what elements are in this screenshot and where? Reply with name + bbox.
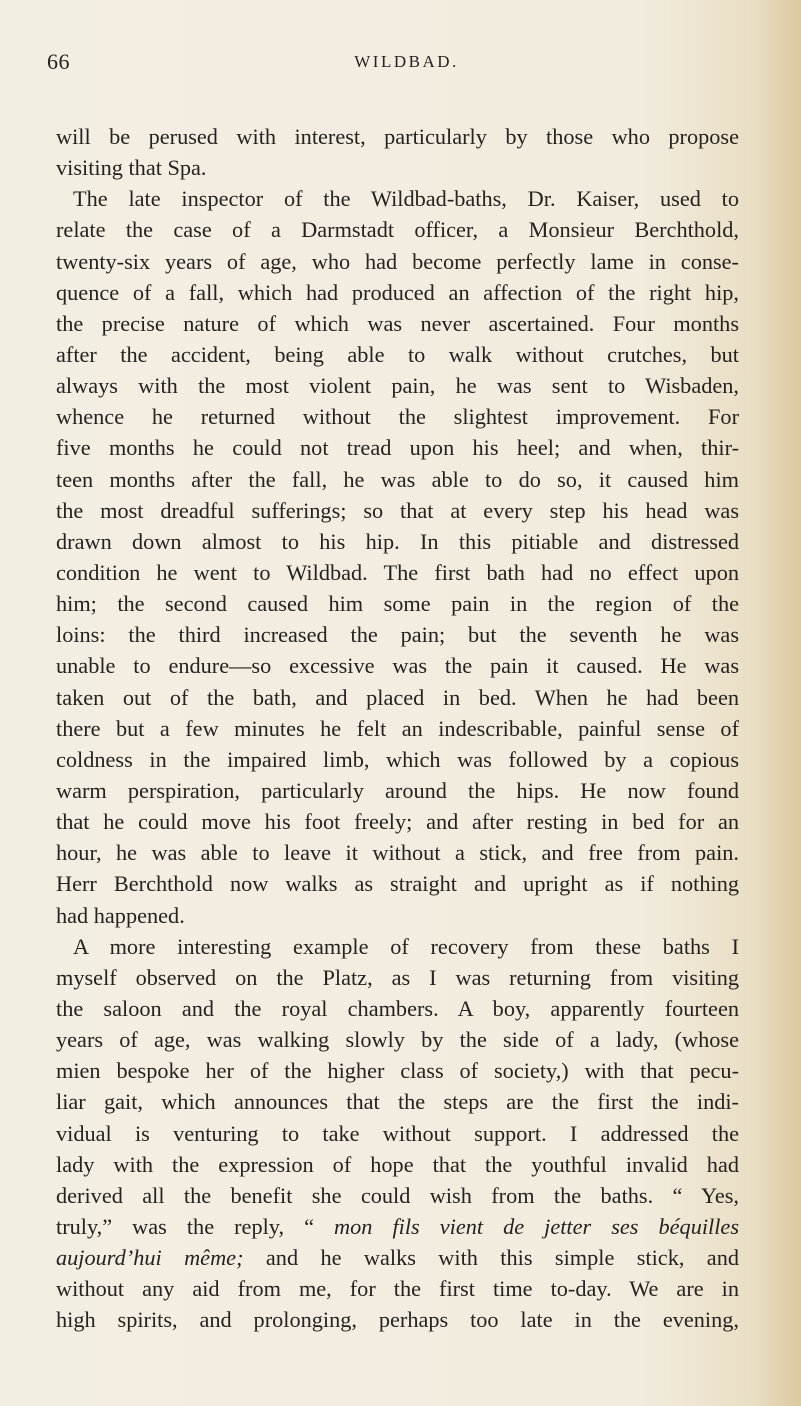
text-segment: and he walks with this simple stick, and: [243, 1245, 739, 1271]
text-line: the saloon and the royal chambers. A boy, apparently fourteen: [56, 995, 739, 1021]
text-line: after the accident, being able to walk without crutches, but: [56, 341, 739, 367]
text-line: five months he could not tread upon his heel; and when, thir-: [56, 435, 739, 461]
text-line: without any aid from me, for the first time to-day. We are in: [56, 1276, 739, 1302]
text-line: unable to endure—so excessive was the pain it caused. He was: [56, 653, 739, 679]
page-number: 66: [47, 49, 70, 74]
text-line: years of age, was walking slowly by the side of a lady, (whose: [56, 1027, 739, 1053]
text-line: there but a few minutes he felt an indescribable, painful sense of: [56, 715, 739, 741]
text-line: relate the case of a Darmstadt officer, a Monsieur Berchthold,: [56, 217, 739, 243]
text-line: that he could move his foot freely; and after resting in bed for an: [56, 809, 739, 835]
text-line: A more interesting example of recovery from these baths I: [73, 933, 739, 959]
text-line: The late inspector of the Wildbad-baths, Dr. Kaiser, used to: [73, 186, 739, 212]
text-line: will be perused with interest, particularly by those who propose: [56, 124, 739, 149]
italic-quote: aujourd’hui même;: [56, 1245, 244, 1271]
text-line: vidual is venturing to take without support. I addressed the: [56, 1120, 739, 1146]
text-line: had happened.: [56, 902, 185, 928]
text-line: quence of a fall, which had produced an affection of the right hip,: [56, 279, 739, 305]
page-edge-stain: [761, 0, 801, 1406]
text-line: visiting that Spa.: [56, 155, 207, 181]
text-line: hour, he was able to leave it without a stick, and free from pain.: [56, 840, 739, 866]
text-line: twenty-six years of age, who had become perfectly lame in conse-: [56, 248, 739, 274]
running-head: WILDBAD.: [354, 52, 459, 71]
text-line: myself observed on the Platz, as I was returning from visiting: [56, 964, 739, 990]
body-text: [56, 121, 739, 1335]
text-line: always with the most violent pain, he was sent to Wisbaden,: [56, 373, 739, 399]
text-line: drawn down almost to his hip. In this pitiable and distressed: [56, 528, 739, 554]
text-line: lady with the expression of hope that the youthful invalid had: [56, 1151, 739, 1177]
text-line: the precise nature of which was never ascertained. Four months: [56, 310, 739, 336]
text-line: mien bespoke her of the higher class of society,) with that pecu-: [56, 1058, 739, 1084]
text-line: the most dreadful sufferings; so that at every step his head was: [56, 497, 739, 523]
text-line: [56, 1211, 739, 1242]
text-segment: truly,” was the reply, “: [56, 1213, 335, 1239]
text-line: him; the second caused him some pain in the region of the: [56, 591, 739, 617]
text-line: liar gait, which announces that the steps are the first the indi-: [56, 1089, 739, 1115]
text-line: taken out of the bath, and placed in bed. When he had been: [56, 684, 739, 710]
text-line: whence he returned without the slightest improvement. For: [56, 404, 739, 430]
text-line: coldness in the impaired limb, which was followed by a copious: [56, 746, 739, 772]
text-line: condition he went to Wildbad. The first bath had no effect upon: [56, 559, 739, 585]
text-line: warm perspiration, particularly around the hips. He now found: [56, 777, 739, 803]
text-line: loins: the third increased the pain; but the seventh he was: [56, 622, 739, 648]
text-line: teen months after the fall, he was able to do so, it caused him: [56, 466, 739, 492]
text-line: derived all the benefit she could wish from the baths. “ Yes,: [56, 1182, 739, 1208]
text-line: [56, 1242, 739, 1273]
text-line: Herr Berchthold now walks as straight and upright as if nothing: [56, 871, 739, 897]
italic-quote: mon fils vient de jetter ses béquilles: [334, 1213, 739, 1239]
text-line: high spirits, and prolonging, perhaps too late in the evening,: [56, 1307, 739, 1333]
